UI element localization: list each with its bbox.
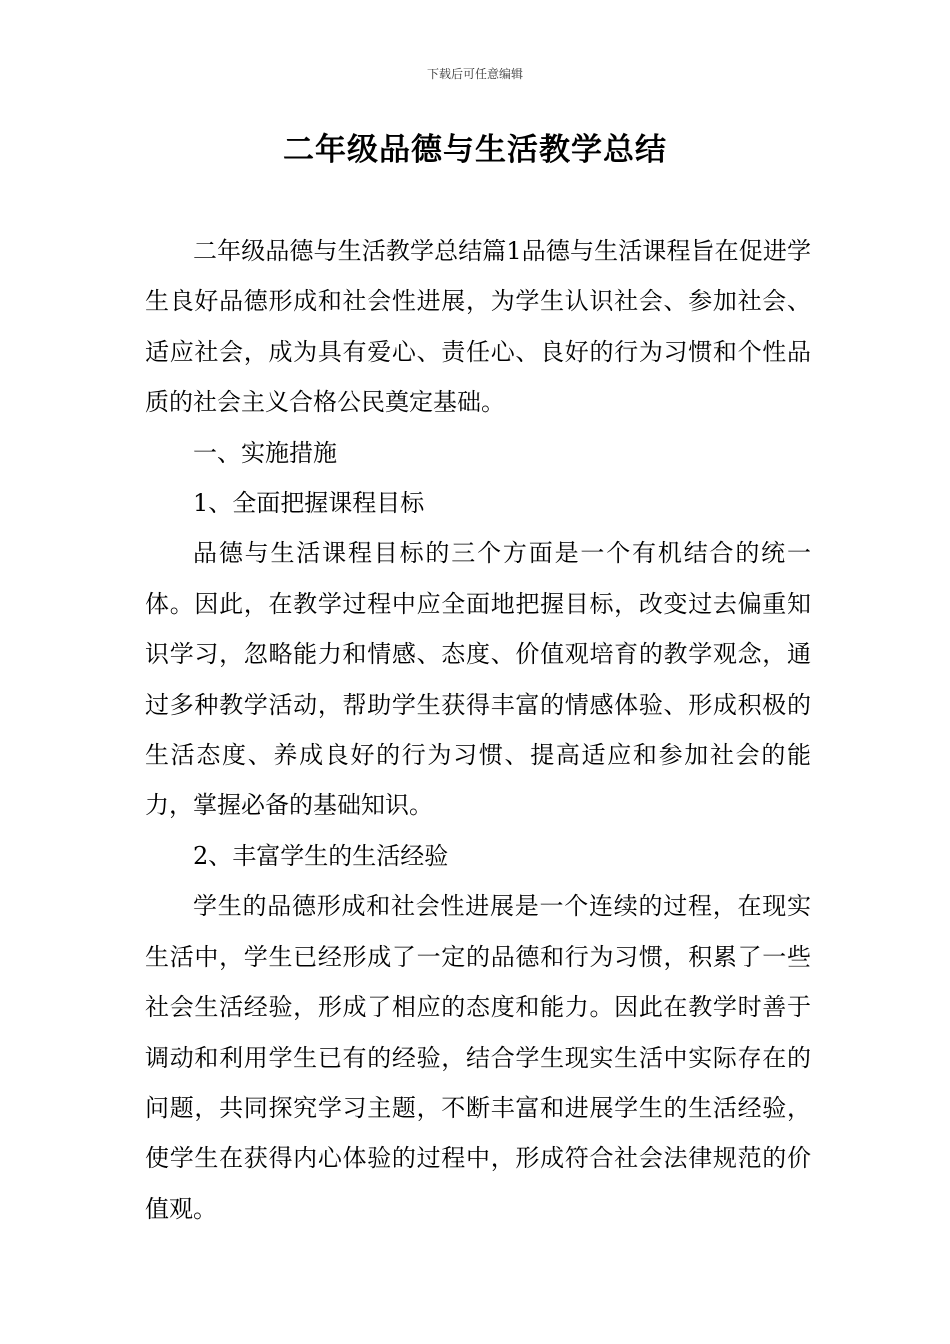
document-body	[145, 226, 811, 1234]
subheading-enrich-experience: 2、丰富学生的生活经验	[193, 841, 449, 870]
paragraph-course-goals: 品德与生活课程目标的三个方面是一个有机结合的统一体。因此，在教学过程中应全面地把握目标，改变过去偏重知识学习，忽略能力和情感、态度、价值观培育的教学观念，通过多种教学活动，帮助学生获得丰富的情感体验、形成积极的生活态度、养成良好的行为习惯、提高适应和参加社会的能力，掌握必备的基础知识。	[145, 539, 811, 820]
paragraph-intro: 二年级品德与生活教学总结篇1品德与生活课程旨在促进学生良好品德形成和社会性进展，为学生认识社会、参加社会、适应社会，成为具有爱心、责任心、良好的行为习惯和个性品质的社会主义合格公民奠定基础。	[145, 237, 811, 417]
paragraph-life-experience: 学生的品德形成和社会性进展是一个连续的过程，在现实生活中，学生已经形成了一定的品德和行为习惯，积累了一些社会生活经验，形成了相应的态度和能力。因此在教学时善于调动和利用学生已有的经验，结合学生现实生活中实际存在的问题，共同探究学习主题，不断丰富和进展学生的生活经验，使学生在获得内心体验的过程中，形成符合社会法律规范的价值观。	[145, 892, 811, 1223]
document-title: 二年级品德与生活教学总结	[283, 132, 667, 168]
header-note: 下载后可任意编辑	[426, 67, 523, 81]
section-heading-measures: 一、实施措施	[193, 438, 337, 467]
subheading-grasp-goals: 1、全面把握课程目标	[193, 489, 425, 518]
